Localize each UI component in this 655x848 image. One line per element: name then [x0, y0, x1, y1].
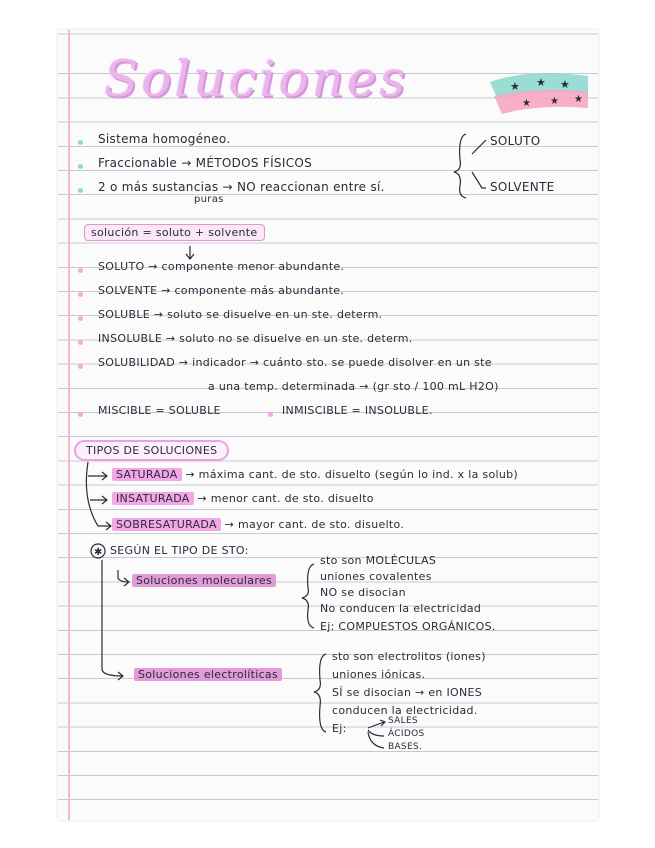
type-insaturada-label: INSATURADA: [112, 492, 194, 505]
type-sobresaturada-desc: → mayor cant. de sto. disuelto.: [224, 518, 405, 531]
electrolytic-label-wrap: [134, 668, 282, 681]
miscible-text: MISCIBLE = SOLUBLE: [98, 404, 221, 417]
intro-line-1: Sistema homogéneo.: [98, 132, 231, 146]
electrolytic-label: Soluciones electrolíticas: [134, 668, 282, 681]
brace-soluto: SOLUTO: [490, 134, 541, 148]
type-insaturada-desc: → menor cant. de sto. disuelto: [197, 492, 374, 505]
svg-text:★: ★: [560, 78, 570, 91]
svg-text:★: ★: [550, 96, 559, 107]
example-bases: BASES.: [388, 742, 423, 752]
def-insoluble: INSOLUBLE → soluto no se disuelve en un ste. determ.: [98, 332, 413, 345]
brace-solvente: SOLVENTE: [490, 180, 555, 194]
intro-line-2: Fraccionable → MÉTODOS FÍSICOS: [98, 156, 313, 170]
type-saturada-desc: → máxima cant. de sto. disuelto (según lo ind. x la solub): [185, 468, 518, 481]
electrolytic-item: conducen la electricidad.: [332, 704, 478, 717]
type-saturada-label: SATURADA: [112, 468, 182, 481]
def-solubilidad: SOLUBILIDAD → indicador → cuánto sto. se puede disolver en un ste: [98, 356, 492, 369]
def-solubilidad-cont: a una temp. determinada → (gr sto / 100 mL H2O): [208, 380, 499, 393]
svg-text:★: ★: [522, 98, 531, 109]
inmiscible-text: INMISCIBLE = INSOLUBLE.: [282, 404, 433, 417]
molecular-label-wrap: [132, 574, 276, 587]
page-title: Soluciones: [104, 50, 409, 108]
example-sales: SALES: [388, 716, 418, 726]
molecular-item: uniones covalentes: [320, 570, 432, 583]
notebook-page: [58, 30, 598, 820]
intro-line-3: 2 o más sustancias → NO reaccionan entre sí.: [98, 180, 385, 194]
svg-text:★: ★: [574, 94, 583, 105]
svg-text:★: ★: [536, 76, 546, 89]
svg-text:✱: ✱: [94, 547, 103, 558]
formula-box: solución = soluto + solvente: [84, 224, 265, 241]
example-acidos: ÁCIDOS: [388, 729, 425, 739]
electrolytic-item: Ej:: [332, 722, 347, 735]
svg-text:★: ★: [510, 80, 520, 93]
type-sobresaturada-label: SOBRESATURADA: [112, 518, 221, 531]
molecular-label: Soluciones moleculares: [132, 574, 276, 587]
types-heading: TIPOS DE SOLUCIONES: [74, 440, 229, 461]
molecular-item: Ej: COMPUESTOS ORGÁNICOS.: [320, 620, 496, 633]
def-soluto: SOLUTO → componente menor abundante.: [98, 260, 345, 273]
intro-line-3-sub: puras: [194, 194, 224, 205]
molecular-item: No conducen la electricidad: [320, 602, 482, 615]
electrolytic-item: sto son electrolitos (iones): [332, 650, 486, 663]
molecular-item: sto son MOLÉCULAS: [320, 554, 437, 567]
electrolytic-item: uniones iónicas.: [332, 668, 426, 681]
molecular-item: NO se disocian: [320, 586, 406, 599]
sto-heading: SEGÚN EL TIPO DE STO:: [110, 544, 249, 557]
def-soluble: SOLUBLE → soluto se disuelve en un ste. determ.: [98, 308, 383, 321]
def-solvente: SOLVENTE → componente más abundante.: [98, 284, 345, 297]
electrolytic-item: SÍ se disocian → en IONES: [332, 686, 483, 699]
